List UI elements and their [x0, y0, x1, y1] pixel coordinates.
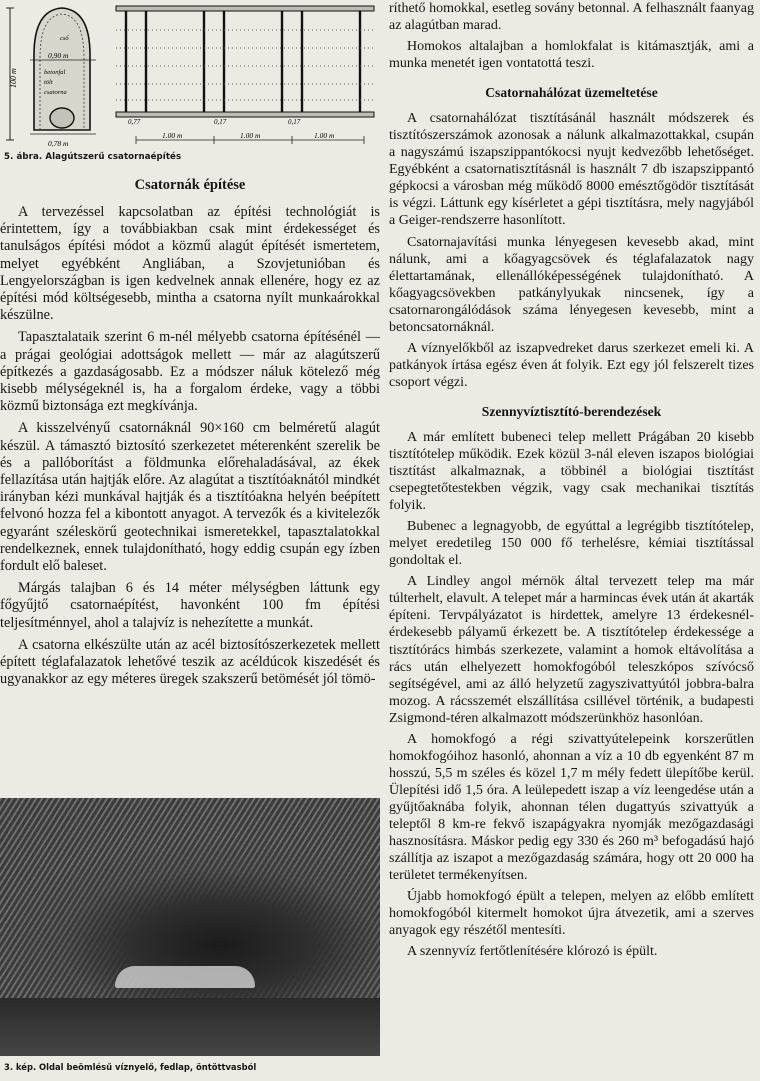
paragraph: A víznyelőkből az iszapvedreket darus szerkezet emeli ki. A patkányok írtása egész éven át folyik. Ezt egy jól felszerelt tizes csoport végzi.	[389, 340, 754, 390]
paragraph: A tervezéssel kapcsolatban az építési technológiát is érintettem, így a továbbiakban csak mint érdekességet és tanulságos építési módot a közmű alagút építését ismertetem, melyet egyébként Angliában, a Szovjetunióban és Lengyelországban is igen kedvelnek annak ellenére, hogy ez az építési mód költségesebb, mintha a csatorna nyílt munkaárokkal készülne.	[0, 204, 380, 324]
paragraph: Tapasztalataik szerint 6 m-nél mélyebb csatorna építésénél — a prágai geológiai adottságok mellett — már az alagútszerű építkezés a gazdaságosabb. Ez a módszer náluk kötelező még kisebb mélységeknél is, ha a forgalom érdeke, vagy a többi közmű biztonsága ezt megkívánja.	[0, 329, 380, 415]
paragraph: Bubenec a legnagyobb, de egyúttal a legrégibb tisztítótelep, melyet eredetileg 150 000 fő terhelésre, kémiai tisztítással gondoltak el.	[389, 519, 754, 569]
left-column	[0, 0, 380, 688]
wall-label: betonfal	[44, 69, 66, 76]
paragraph: A Lindley angol mérnök által tervezett telep ma már túlterhelt, elavult. A telepet már a harmincas évek után át akarták építeni. Tervpályázatot is hirdettek, amelyre 13 érdekesnél-érdekesebb pályamű érkezett be. A tisztítótelep érdekessége a tisztítórács himbás szerkezete, valamint a homok eltávolítása a rács után elhelyezett homokfogóból teleszkópos szívócső segítségével, ami az álló helyzetű zagyszivattyútól jobbra-balra mozog. A rácsszemét elszállítása csillével történik, a budapesti Zsigmond-téren alkalmazott módszerünkhöz hasonlóan.	[389, 574, 754, 726]
figure-caption: 5. ábra. Alagútszerű csatornaépítés	[4, 152, 182, 162]
section-heading: Szennyvíztisztító-berendezések	[481, 403, 662, 419]
paragraph: Újabb homokfogó épült a telepen, melyen az előbb említett homokfogóból kitermelt homokot újra átvezetik, ami a szerves anyagok egy részétől mentesíti.	[389, 889, 754, 939]
fill-label: tölt	[44, 79, 53, 86]
photo-ground	[0, 998, 380, 1056]
span-label-1: 1.00 m	[162, 131, 183, 140]
photo-caption: 3. kép. Oldal beömlésű víznyelő, fedlap, öntöttvasból	[4, 1062, 257, 1072]
pipe-label: cső	[60, 35, 69, 42]
post-dim-1: 0,77	[128, 118, 141, 126]
tunnel-diagram	[4, 0, 376, 150]
section-heading: Csatornahálózat üzemeltetése	[485, 85, 658, 101]
paragraph: A homokfogó a régi szivattyútelepeink korszerűtlen homokfogóihoz hasonló, ahonnan a víz a 10 db egyenként 87 m hosszú, 5,5 m széles és közel 1,7 m mély fedett ülepítőbe kerül. Ülepítési idő 1,5 óra. A leülepedett iszap a víz leengedése után a gyűjtőaknába folyik, ahonnan télen dugattyús szivattyúk a teleptől 8 km-re fekvő iszapágyakra nyomják mezőgazdasági hasznosításra. Máskor pedig egy 330 és 260 m³ befogadású hajó szállítja az iszapot a mezőgazdaság számára, hogy ott 20 000 ha területet termékenyítsen.	[389, 731, 754, 884]
paragraph: Márgás talajban 6 és 14 méter mélységben láttunk egy főgyűjtő csatornaépítést, havonként 100 fm építési teljesítménnyel, ahol a talajvíz is nehezítette a munkát.	[0, 580, 380, 631]
photo-inlet-opening	[115, 966, 255, 988]
paragraph: A kisszelvényű csatornáknál 90×160 cm belméretű alagút készül. A támasztó biztosító szerkezetet méterenként szerelik be és a pallóborítást a földmunka előrehaladásával, az ékek fellazítása után hajtják előre. Az alagútat a tisztítóaknától mindkét irányban kézi munkával hajtják és a tisztítóakna helyén beépített felvonó hozza fel a kibontott anyagot. A tervezők és a kivitelezők egyaránt széleskörű geotechnikai ismeretekkel, tapasztalatokkal rendelkeznek, ennek tulajdonítható, hogy eddig csupán egy ízben fordult elő baleset.	[0, 420, 380, 575]
paragraph: A szennyvíz fertőtlenítésére klórozó is épült.	[407, 944, 658, 960]
section-heading: Csatornák építése	[134, 177, 246, 193]
span-label-2: 1.00 m	[240, 131, 261, 140]
drain-cover-photo	[0, 798, 380, 1056]
paragraph: A csatornahálózat tisztításánál használt módszerek és tisztítószerszámok azonosak a nálunk alkalmazottakkal, csupán a nagyszámú iszapszippantókocsi nyujt kedvezőbb lehetőséget. Egyébként a csatornatisztításnál is használt 7 db iszapszippantó gépkocsi a városban még működő 8000 emésztőgödör tisztítását is végzi. Láttunk egy kísérletet a gépi tisztításra, mely nagyjából a Geiger-rendszerre hasonlított.	[389, 111, 754, 229]
width-label-bottom: 0,78 m	[48, 139, 69, 148]
post-dim-3: 0,17	[288, 118, 301, 126]
width-label-top: 0,90 m	[48, 51, 69, 60]
paragraph: A már említett bubeneci telep mellett Prágában 20 kisebb tisztítótelep működik. Ezek közül 3-nál eleven iszapos biológiai tisztítást alkalmaznak, a többinél a biológiai tisztítást csepegtetőtestekben végzik, vagy csak mechanikai tisztítás folyik.	[389, 429, 754, 514]
sewer-label: csatorna	[44, 89, 67, 96]
height-label: 100 m	[9, 68, 18, 88]
paragraph: Csatornajavítási munka lényegesen kevesebb akad, mint nálunk, ami a kőagyagcsövek és téglafalazatok nagy élettartamának, ellenállóképességének tulajdonítható. A kőagyagcsövekben patkánylyukak nincsenek, így a csatornarongálódások száma lényegesen kevesebb, mint a betoncsatornáknál.	[389, 234, 754, 335]
right-column	[389, 0, 754, 960]
paragraph: A csatorna elkészülte után az acél biztosítószerkezetek mellett épített téglafalazatok lehetővé teszik az acéldúcok kiszedését és ugyanakkor az egy méteres üregek szakszerű betömését jól tömö-	[0, 636, 380, 688]
span-label-3: 1.00 m	[314, 131, 335, 140]
post-dim-2: 0,17	[214, 118, 227, 126]
paragraph: Homokos altalajban a homlokfalat is kitámasztják, ami a munka menetét igen vontatottá teszi.	[389, 39, 754, 72]
tunnel-construction-figure	[4, 0, 376, 152]
paragraph: ríthető homokkal, esetleg sovány betonnal. A felhasznált faanyag az alagútban marad.	[389, 1, 754, 34]
